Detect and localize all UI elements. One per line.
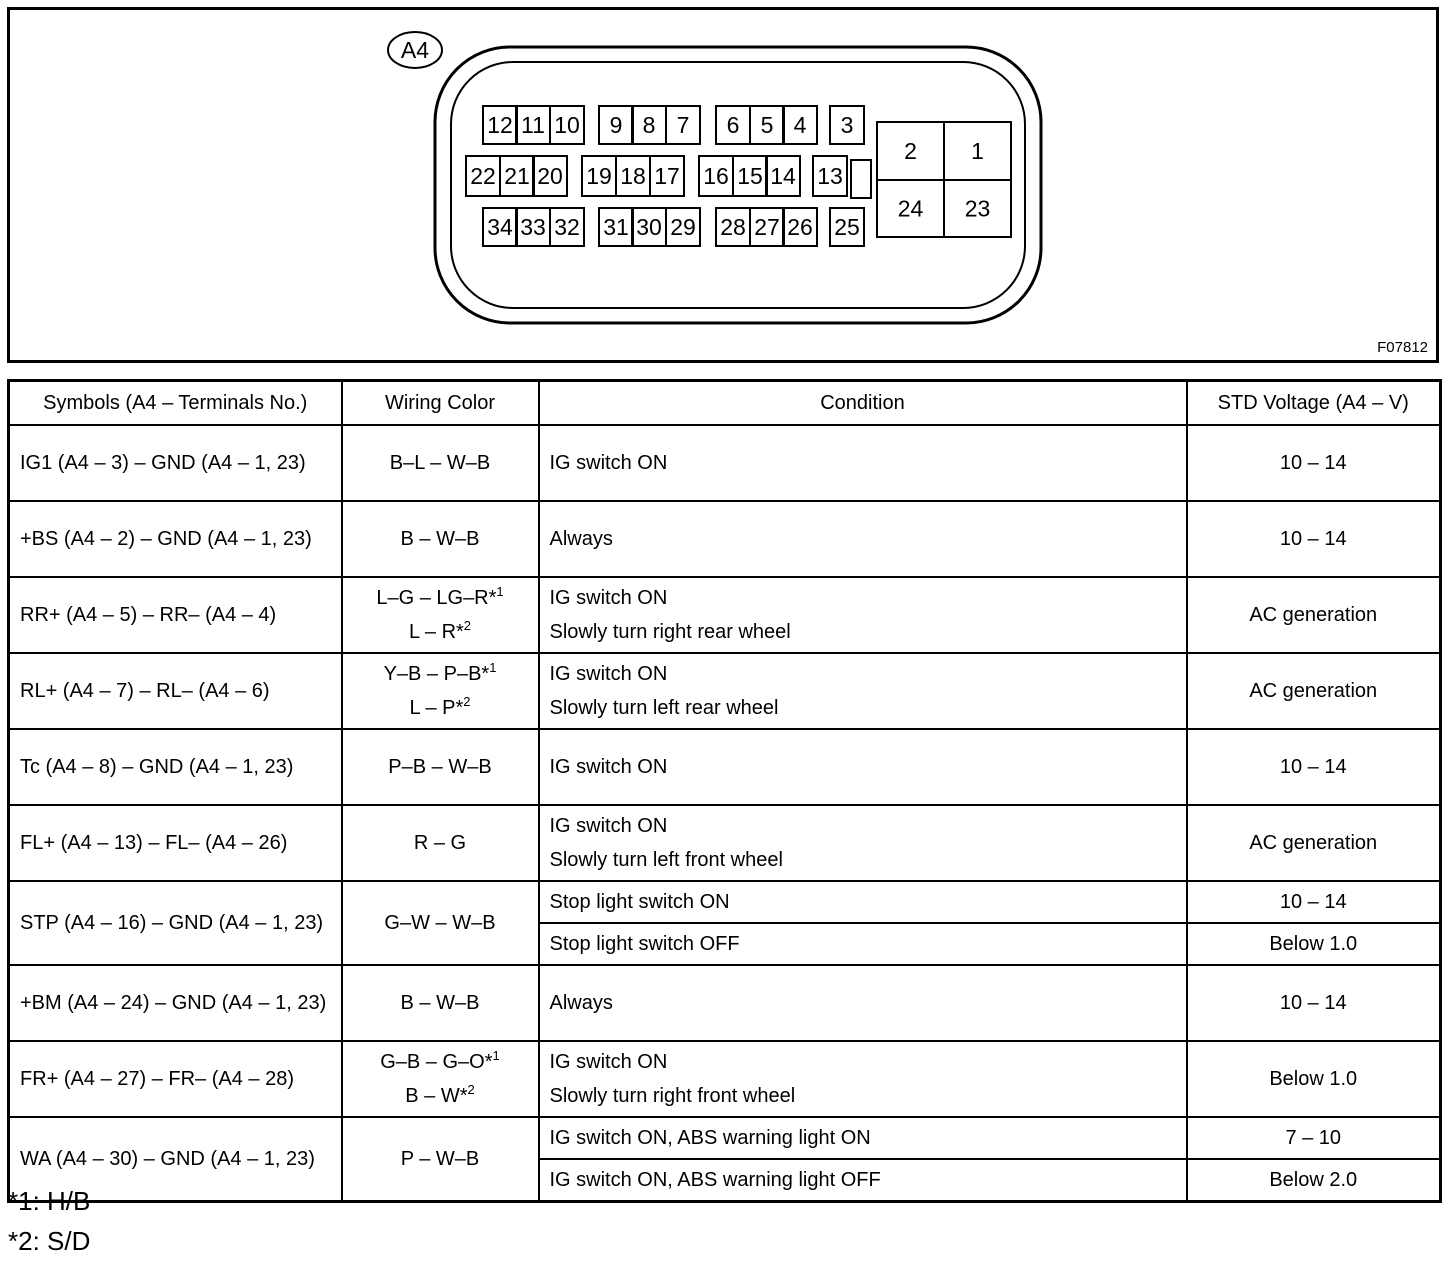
pin-label: 19	[586, 163, 612, 189]
wiring-color-cell: P–B – W–B	[342, 729, 539, 805]
pin-label: 9	[609, 112, 623, 138]
table-row	[9, 501, 1441, 577]
pin-group	[466, 106, 1011, 246]
table-row	[9, 729, 1441, 805]
symbol-cell: RR+ (A4 – 5) – RR– (A4 – 4)	[9, 577, 342, 653]
wiring-color-cell: B–L – W–B	[342, 425, 539, 501]
table-body	[9, 425, 1441, 1201]
voltage-cell: 10 – 14	[1187, 425, 1441, 501]
symbol-cell: Tc (A4 – 8) – GND (A4 – 1, 23)	[9, 729, 342, 805]
pin-label: 16	[703, 163, 729, 189]
condition-cell: IG switch ON Slowly turn right rear wheel	[539, 577, 1187, 653]
spec-table	[7, 379, 1442, 1203]
symbol-cell: STP (A4 – 16) – GND (A4 – 1, 23)	[9, 881, 342, 965]
condition-cell: IG switch ON	[539, 425, 1187, 501]
pin-label: 25	[834, 214, 860, 240]
pin-label: 4	[793, 112, 807, 138]
condition-cell: IG switch ON Slowly turn left front wheel	[539, 805, 1187, 881]
figure-code: F07812	[1377, 339, 1428, 356]
pin-label: 21	[504, 163, 530, 189]
wiring-color-cell: P – W–B	[342, 1117, 539, 1201]
wiring-color-cell: B – W–B	[342, 501, 539, 577]
connector-svg	[10, 10, 1436, 360]
voltage-cell: 10 – 14	[1187, 501, 1441, 577]
wiring-color-cell: B – W–B	[342, 965, 539, 1041]
table-row	[9, 881, 1441, 923]
pin-label: 26	[787, 214, 813, 240]
table-row	[9, 1041, 1441, 1117]
pin-label: 17	[654, 163, 680, 189]
header-symbols: Symbols (A4 – Terminals No.)	[9, 381, 342, 426]
symbol-cell: FL+ (A4 – 13) – FL– (A4 – 26)	[9, 805, 342, 881]
pin-label: 34	[487, 214, 513, 240]
pin-label: 8	[642, 112, 656, 138]
voltage-cell: 7 – 10	[1187, 1117, 1441, 1159]
table-header-row	[9, 381, 1441, 426]
symbol-cell: +BS (A4 – 2) – GND (A4 – 1, 23)	[9, 501, 342, 577]
condition-cell: IG switch ON Slowly turn right front wheel	[539, 1041, 1187, 1117]
condition-cell: Always	[539, 501, 1187, 577]
voltage-cell: AC generation	[1187, 653, 1441, 729]
pin-label: 2	[904, 138, 917, 164]
connector-key	[851, 160, 871, 198]
pin-label: 30	[636, 214, 662, 240]
voltage-cell: Below 1.0	[1187, 923, 1441, 965]
table-row	[9, 425, 1441, 501]
pin-label: 32	[554, 214, 580, 240]
condition-cell: Stop light switch OFF	[539, 923, 1187, 965]
voltage-cell: 10 – 14	[1187, 965, 1441, 1041]
pin-label: 6	[726, 112, 740, 138]
footnote-2: *2: S/D	[8, 1226, 91, 1256]
pin-label: 22	[470, 163, 496, 189]
condition-cell: Always	[539, 965, 1187, 1041]
pin-label: 7	[676, 112, 690, 138]
symbol-cell: FR+ (A4 – 27) – FR– (A4 – 28)	[9, 1041, 342, 1117]
pin-label: 15	[737, 163, 763, 189]
table-row	[9, 1117, 1441, 1159]
condition-cell: IG switch ON, ABS warning light ON	[539, 1117, 1187, 1159]
wiring-color-cell: R – G	[342, 805, 539, 881]
footnote-1: *1: H/B	[8, 1186, 91, 1216]
connector-label: A4	[400, 37, 430, 63]
symbol-cell: IG1 (A4 – 3) – GND (A4 – 1, 23)	[9, 425, 342, 501]
condition-cell: IG switch ON, ABS warning light OFF	[539, 1159, 1187, 1201]
symbol-cell: WA (A4 – 30) – GND (A4 – 1, 23)	[9, 1117, 342, 1201]
voltage-cell: Below 2.0	[1187, 1159, 1441, 1201]
wiring-color-cell: L–G – LG–R*$^1$ L – R*$^2$	[342, 577, 539, 653]
pin-label: 1	[971, 138, 984, 164]
pin-label: 3	[840, 112, 854, 138]
condition-cell: IG switch ON	[539, 729, 1187, 805]
pin-label: 18	[620, 163, 646, 189]
pin-label: 29	[670, 214, 696, 240]
table-row	[9, 805, 1441, 881]
header-wiring-color: Wiring Color	[342, 381, 539, 426]
pin-label: 12	[487, 112, 513, 138]
voltage-cell: AC generation	[1187, 805, 1441, 881]
connector-diagram	[7, 7, 1439, 363]
symbol-cell: +BM (A4 – 24) – GND (A4 – 1, 23)	[9, 965, 342, 1041]
wiring-color-cell: G–B – G–O*$^1$ B – W*$^2$	[342, 1041, 539, 1117]
voltage-cell: AC generation	[1187, 577, 1441, 653]
pin-label: 33	[520, 214, 546, 240]
wiring-color-cell: Y–B – P–B*$^1$ L – P*$^2$	[342, 653, 539, 729]
voltage-cell: 10 – 14	[1187, 729, 1441, 805]
pin-label: 31	[603, 214, 629, 240]
pin-label: 14	[770, 163, 796, 189]
voltage-cell: Below 1.0	[1187, 1041, 1441, 1117]
pin-label: 5	[760, 112, 774, 138]
pin-label: 13	[817, 163, 843, 189]
header-std-voltage: STD Voltage (A4 – V)	[1187, 381, 1441, 426]
table-row	[9, 577, 1441, 653]
voltage-cell: 10 – 14	[1187, 881, 1441, 923]
pin-label: 24	[897, 195, 924, 222]
pin-label: 28	[720, 214, 746, 240]
symbol-cell: RL+ (A4 – 7) – RL– (A4 – 6)	[9, 653, 342, 729]
table-row	[9, 653, 1441, 729]
pin-label: 23	[964, 195, 991, 222]
pin-label: 11	[521, 112, 545, 138]
pin-label: 20	[537, 163, 563, 189]
pin-label: 27	[754, 214, 780, 240]
header-condition: Condition	[539, 381, 1187, 426]
condition-cell: Stop light switch ON	[539, 881, 1187, 923]
condition-cell: IG switch ON Slowly turn left rear wheel	[539, 653, 1187, 729]
pin-label: 10	[554, 112, 580, 138]
wiring-color-cell: G–W – W–B	[342, 881, 539, 965]
table-row	[9, 965, 1441, 1041]
